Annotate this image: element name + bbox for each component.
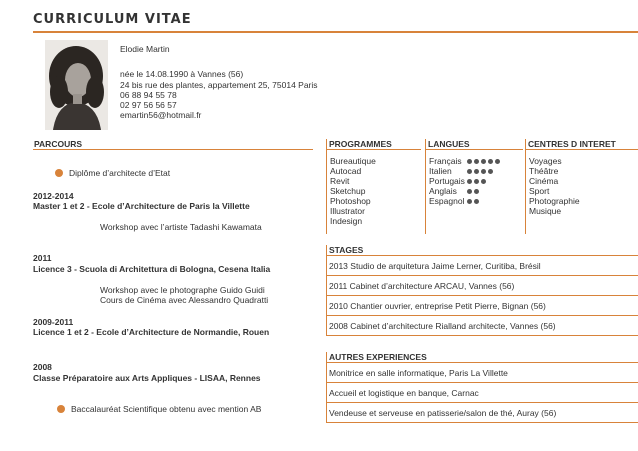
level-dot-icon bbox=[474, 189, 479, 194]
stages-heading: STAGES bbox=[326, 245, 638, 256]
email-link[interactable]: emartin56@hotmail.fr bbox=[120, 110, 202, 121]
programmes-section bbox=[326, 139, 421, 234]
level-dots bbox=[467, 169, 493, 174]
parcours-school: Classe Préparatoire aux Arts Appliques - LISAA, Rennes bbox=[33, 373, 261, 383]
level-dots bbox=[467, 179, 486, 184]
person-name: Elodie Martin bbox=[120, 44, 170, 54]
level-dot-icon bbox=[467, 189, 472, 194]
list-item: Monitrice en salle informatique, Paris La Villette bbox=[327, 363, 638, 383]
diploma-item bbox=[55, 168, 170, 178]
list-item: Photoshop bbox=[330, 196, 371, 206]
parcours-years: 2009-2011 bbox=[33, 317, 74, 327]
language-row bbox=[429, 156, 523, 166]
language-name: Portugais bbox=[429, 176, 465, 186]
list-item: Voyages bbox=[529, 156, 562, 166]
level-dot-icon bbox=[481, 169, 486, 174]
langues-section bbox=[425, 139, 523, 234]
level-dot-icon bbox=[481, 179, 486, 184]
parcours-years: 2008 bbox=[33, 362, 52, 372]
contact-block bbox=[120, 44, 318, 121]
level-dot-icon bbox=[467, 169, 472, 174]
diploma-label: Baccalauréat Scientifique obtenu avec mention AB bbox=[71, 404, 262, 414]
level-dot-icon bbox=[495, 159, 500, 164]
diploma-item bbox=[57, 404, 261, 414]
list-item: Vendeuse et serveuse en patisserie/salon de thé, Auray (56) bbox=[327, 403, 638, 423]
list-item: 2011 Cabinet d’architecture ARCAU, Vannes (56) bbox=[327, 276, 638, 296]
list-item: Illustrator bbox=[330, 206, 365, 216]
list-item: Photographie bbox=[529, 196, 580, 206]
list-item: Cinéma bbox=[529, 176, 559, 186]
level-dots bbox=[467, 199, 479, 204]
centres-list bbox=[525, 150, 638, 234]
list-item: Accueil et logistique en banque, Carnac bbox=[327, 383, 638, 403]
programmes-list bbox=[326, 150, 421, 234]
list-item: Indesign bbox=[330, 216, 363, 226]
language-row bbox=[429, 166, 523, 176]
list-item: 2008 Cabinet d’architecture Rialland architecte, Vannes (56) bbox=[327, 316, 638, 336]
language-name: Français bbox=[429, 156, 462, 166]
language-row bbox=[429, 196, 523, 206]
centres-heading: CENTRES D INTERET bbox=[525, 139, 638, 150]
level-dot-icon bbox=[467, 179, 472, 184]
level-dot-icon bbox=[467, 159, 472, 164]
phone-mobile: 06 88 94 55 78 bbox=[120, 89, 177, 100]
list-item: 2013 Studio de arquitetura Jaime Lerner, Curitiba, Brésil bbox=[327, 256, 638, 276]
parcours-years: 2012-2014 bbox=[33, 191, 74, 201]
level-dot-icon bbox=[488, 169, 493, 174]
level-dot-icon bbox=[474, 169, 479, 174]
bullet-dot-icon bbox=[57, 405, 65, 413]
parcours-school: Licence 1 et 2 - Ecole d’Architecture de Normandie, Rouen bbox=[33, 327, 270, 337]
birth-info: née le 14.08.1990 à Vannes (56) bbox=[120, 69, 244, 80]
list-item: 2010 Chantier ouvrier, entreprise Petit Pierre, Bignan (56) bbox=[327, 296, 638, 316]
title-divider bbox=[33, 31, 638, 33]
parcours-years: 2011 bbox=[33, 253, 52, 263]
langues-heading: LANGUES bbox=[425, 139, 523, 150]
centres-section bbox=[525, 139, 638, 234]
profile-photo bbox=[45, 40, 108, 130]
list-item: Revit bbox=[330, 176, 350, 186]
bullet-dot-icon bbox=[55, 169, 63, 177]
diploma-label: Diplôme d’architecte d’Etat bbox=[69, 168, 171, 178]
parcours-detail: Cours de Cinéma avec Alessandro Quadratti bbox=[100, 295, 269, 305]
language-name: Italien bbox=[429, 166, 452, 176]
cv-title: CURRICULUM VITAE bbox=[33, 12, 192, 27]
list-item: Sport bbox=[529, 186, 550, 196]
stages-section bbox=[326, 245, 638, 336]
autres-heading: AUTRES EXPERIENCES bbox=[326, 352, 638, 363]
langues-list bbox=[425, 150, 523, 234]
level-dot-icon bbox=[474, 199, 479, 204]
list-item: Musique bbox=[529, 206, 562, 216]
level-dots bbox=[467, 189, 479, 194]
list-item: Autocad bbox=[330, 166, 362, 176]
parcours-detail: Workshop avec l’artiste Tadashi Kawamata bbox=[100, 222, 262, 232]
list-item: Théâtre bbox=[529, 166, 559, 176]
autres-section bbox=[326, 352, 638, 423]
address: 24 bis rue des plantes, appartement 25, 75014 Paris bbox=[120, 79, 318, 90]
level-dot-icon bbox=[474, 159, 479, 164]
level-dot-icon bbox=[474, 179, 479, 184]
parcours-detail: Workshop avec le photographe Guido Guidi bbox=[100, 285, 265, 295]
parcours-school: Master 1 et 2 - Ecole d’Architecture de Paris la Villette bbox=[33, 201, 250, 211]
autres-list bbox=[326, 363, 638, 423]
level-dot-icon bbox=[488, 159, 493, 164]
stages-list bbox=[326, 256, 638, 336]
level-dots bbox=[467, 159, 500, 164]
list-item: Bureautique bbox=[330, 156, 376, 166]
language-name: Anglais bbox=[429, 186, 457, 196]
language-name: Espagnol bbox=[429, 196, 465, 206]
parcours-heading: PARCOURS bbox=[33, 139, 313, 150]
level-dot-icon bbox=[467, 199, 472, 204]
level-dot-icon bbox=[481, 159, 486, 164]
language-row bbox=[429, 186, 523, 196]
parcours-section bbox=[33, 139, 313, 451]
parcours-school: Licence 3 - Scuola di Architettura di Bologna, Cesena Italia bbox=[33, 264, 271, 274]
phone-landline: 02 97 56 56 57 bbox=[120, 100, 177, 111]
language-row bbox=[429, 176, 523, 186]
programmes-heading: PROGRAMMES bbox=[326, 139, 421, 150]
list-item: Sketchup bbox=[330, 186, 366, 196]
